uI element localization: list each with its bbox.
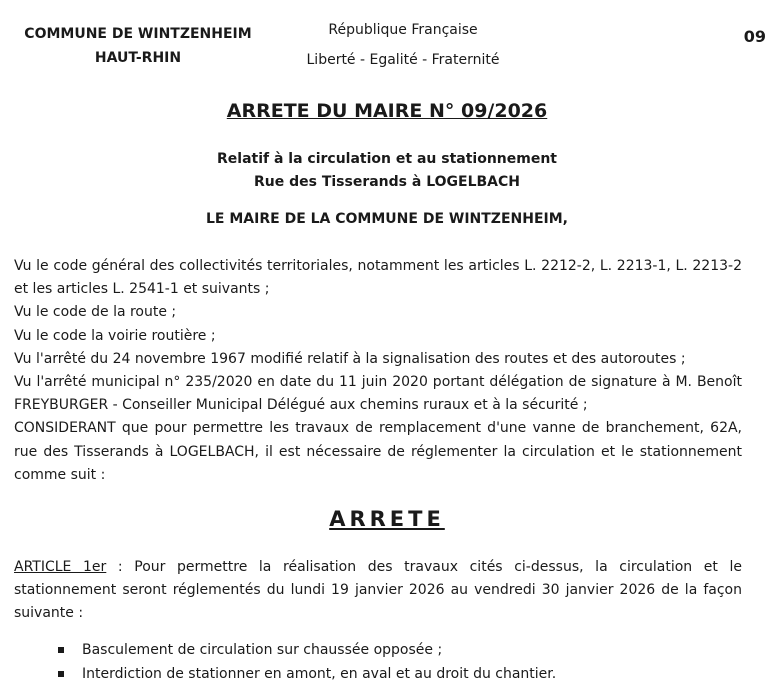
- maire-heading: LE MAIRE DE LA COMMUNE DE WINTZENHEIM,: [206, 211, 568, 227]
- bullet-text: Interdiction de stationner en amont, en aval et au droit du chantier.: [82, 666, 557, 682]
- visa-paragraph: Vu le code la voirie routière ;: [14, 327, 216, 344]
- document-subtitle: [0, 148, 774, 194]
- commune-header: [12, 22, 264, 70]
- visa-paragraph: Vu le code de la route ;: [14, 304, 177, 321]
- republic-name: République Française: [328, 22, 478, 38]
- page-number: 09: [743, 27, 766, 46]
- department-name: HAUT-RHIN: [94, 50, 182, 66]
- subtitle-line-2: Rue des Tisserands à LOGELBACH: [253, 174, 520, 190]
- article-1-bullets: [58, 638, 556, 686]
- visa-paragraph: Vu l'arrêté municipal n° 235/2020 en date du 11 juin 2020 portant délégation de signature à M. Benoît FREYBURGER - Conseiller Municipal Délégué aux chemins ruraux et à la sécurité ;: [14, 374, 742, 414]
- republic-motto: Liberté - Egalité - Fraternité: [306, 52, 500, 68]
- bullet-item: [58, 662, 556, 686]
- republic-header: [268, 22, 538, 68]
- bullet-item: [58, 638, 556, 662]
- article-1-text: : Pour permettre la réalisation des travaux cités ci-dessus, la circulation et le stationnement seront réglementés du lundi 19 janvier 2026 au vendredi 30 janvier 2026 de la façon suivante :: [14, 559, 742, 622]
- bullet-text: Basculement de circulation sur chaussée opposée ;: [82, 642, 443, 658]
- square-bullet-icon: [58, 647, 64, 653]
- square-bullet-icon: [58, 671, 64, 677]
- article-1-label: ARTICLE 1er: [14, 559, 107, 575]
- visa-paragraph: Vu le code général des collectivités territoriales, notamment les articles L. 2212-2, L. 2213-1, L. 2213-2 et les articles L. 2541-1 et suivants ;: [14, 258, 742, 298]
- visas-section: [14, 255, 742, 487]
- subtitle-line-1: Relatif à la circulation et au stationnement: [217, 151, 557, 167]
- article-1: [14, 556, 742, 626]
- commune-name: COMMUNE DE WINTZENHEIM: [24, 26, 252, 42]
- visa-paragraph: Vu l'arrêté du 24 novembre 1967 modifié relatif à la signalisation des routes et des autoroutes ;: [14, 350, 686, 367]
- considerant-paragraph: CONSIDERANT que pour permettre les travaux de remplacement d'une vanne de branchement, 62A, rue des Tisserands à LOGELBACH, il est nécessaire de réglementer la circulation et le stationnement comme suit :: [14, 420, 742, 483]
- arrete-heading: ARRETE: [329, 507, 445, 531]
- document-title: ARRETE DU MAIRE N° 09/2026: [226, 100, 548, 122]
